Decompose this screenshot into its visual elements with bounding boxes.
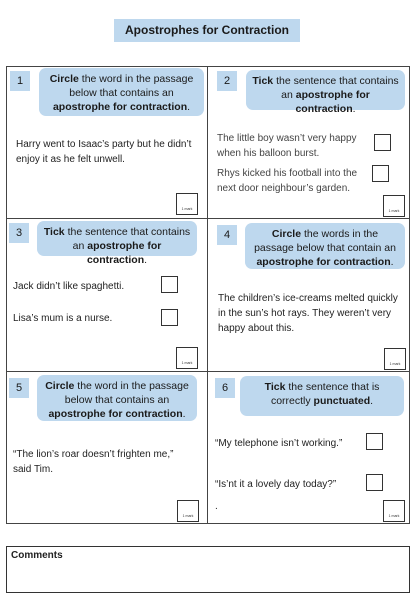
- question-3-instr-end: .: [144, 254, 148, 266]
- grid-divider-row2: [6, 371, 410, 372]
- question-1-number: 1: [10, 71, 30, 91]
- question-2-tickbox-1[interactable]: [374, 134, 391, 151]
- question-3-option-1: Jack didn’t like spaghetti.: [13, 281, 125, 292]
- comments-label: Comments: [11, 550, 63, 561]
- question-3-tickbox-1[interactable]: [161, 276, 178, 293]
- comments-box[interactable]: [6, 546, 410, 593]
- question-3-instr-text: the sentence that contains an: [64, 226, 191, 252]
- question-1-mark-box: 1 mark: [176, 193, 198, 215]
- question-2-tickbox-2[interactable]: [372, 165, 389, 182]
- question-2-mark-box: 1 mark: [383, 195, 405, 217]
- question-2-instr-focus: apostrophe for contraction: [295, 89, 370, 115]
- question-6-mark-box: 1 mark: [383, 500, 405, 522]
- question-3-number: 3: [9, 223, 29, 243]
- question-4-instr-keyword: Circle: [271, 228, 302, 240]
- question-5-passage[interactable]: “The lion’s roar doesn’t frighten me,” said Tim.: [13, 449, 174, 475]
- question-5-instr-keyword: Circle: [45, 380, 75, 392]
- question-6-instr-focus: punctuated: [313, 395, 371, 407]
- question-6-option-2: “Is’nt it a lovely day today?”: [215, 479, 337, 490]
- question-6-instr-keyword: Tick: [264, 381, 286, 393]
- question-3-instr-keyword: Tick: [43, 226, 65, 238]
- question-2-instr-keyword: Tick: [252, 75, 274, 87]
- worksheet-title: Apostrophes for Contraction: [114, 19, 300, 42]
- question-1-instr-end: .: [187, 101, 191, 113]
- question-1-passage[interactable]: Harry went to Isaac’s party but he didn’t enjoy it as he felt unwell.: [16, 139, 192, 165]
- question-3-tickbox-2[interactable]: [161, 309, 178, 326]
- question-4-mark-box: 1 mark: [384, 348, 406, 370]
- question-5-instr-end: .: [182, 408, 186, 420]
- question-1-instr-focus: apostrophe for contraction: [52, 101, 188, 113]
- question-6-instr-text: the sentence that is correctly: [270, 381, 380, 407]
- question-2-number: 2: [217, 71, 237, 91]
- question-6-tickbox-1[interactable]: [366, 433, 383, 450]
- question-1-instr-keyword: Circle: [49, 73, 79, 85]
- question-6-trailing-mark: .: [215, 501, 218, 512]
- question-2-instr-text: the sentence that contains an: [273, 75, 399, 101]
- question-2-option-2: Rhys kicked his football into the next door neighbour’s garden.: [217, 168, 358, 194]
- question-5-instr-text: the word in the passage below that contains an: [64, 380, 189, 406]
- grid-divider-row1: [6, 218, 410, 219]
- question-3-option-2: Lisa’s mum is a nurse.: [13, 313, 113, 324]
- question-5-instr-focus: apostrophe for contraction: [48, 408, 183, 420]
- question-4-number: 4: [217, 225, 237, 245]
- question-6-instruction: [240, 376, 404, 416]
- question-3-instruction: [37, 221, 197, 266]
- question-5-number: 5: [9, 378, 29, 398]
- question-4-instr-end: .: [390, 256, 394, 268]
- question-6-instr-end: .: [370, 395, 374, 407]
- question-6-option-1: “My telephone isn’t working.”: [215, 438, 343, 449]
- question-2-instruction: [246, 70, 405, 115]
- question-2-instr-end: .: [352, 103, 356, 115]
- question-4-passage[interactable]: The children’s ice-creams melted quickly in the sun’s hot rays. They weren’t very happy about this.: [218, 293, 398, 334]
- question-6-tickbox-2[interactable]: [366, 474, 383, 491]
- question-5-instruction: [37, 375, 197, 421]
- question-3-mark-box: 1 mark: [176, 347, 198, 369]
- question-4-instr-text: the words in the passage below that contain an: [254, 228, 396, 254]
- question-5-mark-box: 1 mark: [177, 500, 199, 522]
- grid-divider-vertical: [207, 66, 208, 524]
- question-6-number: 6: [215, 378, 235, 398]
- question-4-instr-focus: apostrophe for contraction: [256, 256, 391, 268]
- question-2-option-1: The little boy wasn’t very happy when his balloon burst.: [217, 133, 357, 159]
- question-1-instr-text: the word in the passage below that contains an: [69, 73, 194, 99]
- question-3-instr-focus: apostrophe for contraction: [86, 240, 162, 266]
- question-4-instruction: [245, 223, 405, 269]
- question-1-instruction: [39, 68, 204, 116]
